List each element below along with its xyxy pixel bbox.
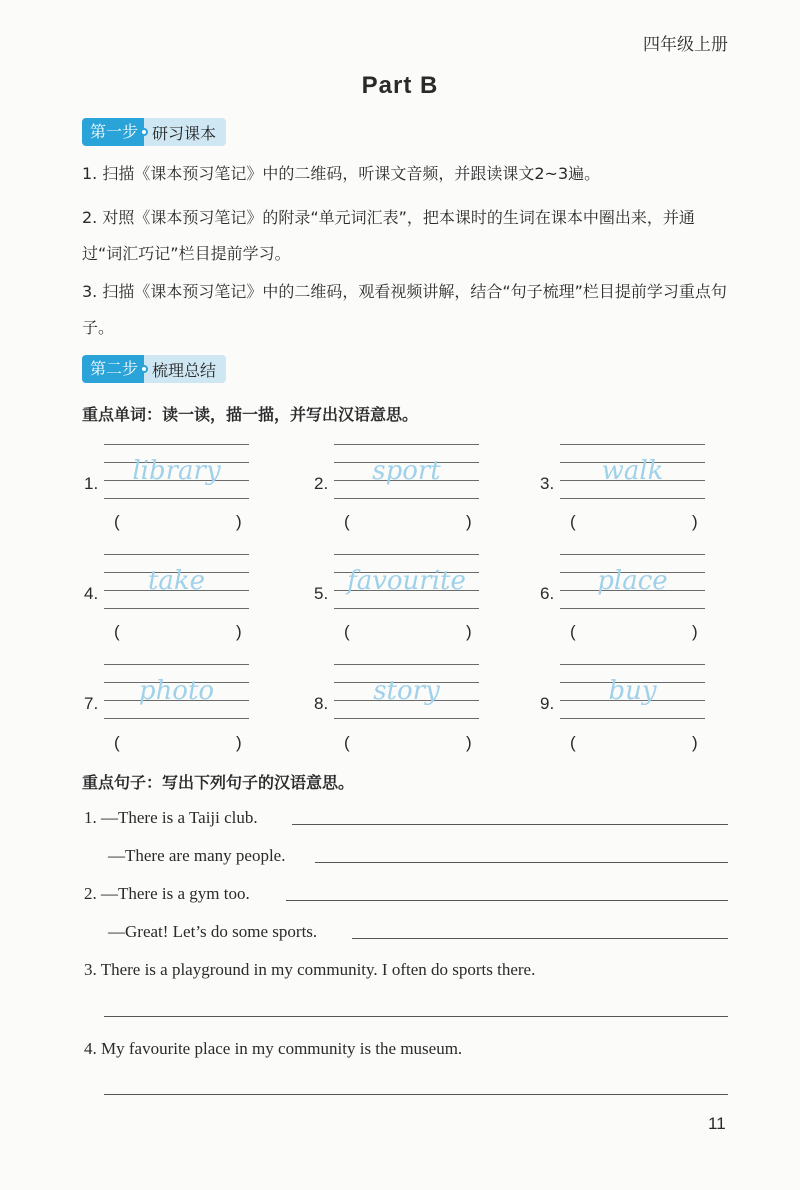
meaning-paren-close: )	[692, 512, 698, 531]
word-item	[540, 436, 740, 516]
sentence-2a: 2. —There is a gym too.	[84, 884, 250, 903]
grade-label: 四年级上册	[643, 35, 728, 55]
step-dot-icon	[140, 128, 148, 136]
page-number: 11	[708, 1114, 726, 1133]
meaning-paren-open: (	[114, 512, 120, 531]
word-item	[84, 436, 284, 516]
word-item	[84, 656, 284, 736]
meaning-paren-open: (	[344, 733, 350, 752]
meaning-paren-open: (	[114, 622, 120, 641]
word-number: 1.	[84, 474, 99, 493]
meaning-paren-open: (	[570, 622, 576, 641]
trace-word: library	[132, 456, 221, 486]
sentence-3: 3. There is a playground in my community. I often do sports there.	[84, 960, 536, 979]
word-number: 5.	[314, 584, 329, 603]
trace-word: sport	[372, 456, 441, 486]
part-title: Part B	[361, 72, 439, 99]
word-number: 9.	[540, 694, 555, 713]
meaning-paren-open: (	[344, 512, 350, 531]
trace-word: walk	[601, 456, 664, 486]
answer-line[interactable]	[104, 1016, 728, 1017]
meaning-paren-open: (	[114, 733, 120, 752]
step2-badge	[82, 355, 226, 383]
trace-word: buy	[608, 676, 657, 706]
step1-item-2: 2. 对照《课本预习笔记》的附录“单元词汇表”，把本课时的生词在课本中圈出来，并通过“词汇巧记”栏目提前学习。	[82, 208, 695, 263]
trace-word: take	[147, 566, 206, 596]
sentences-heading: 重点句子：写出下列句子的汉语意思。	[82, 773, 355, 792]
step1-item-1: 1. 扫描《课本预习笔记》中的二维码，听课文音频，并跟读课文2~3遍。	[82, 164, 601, 183]
step1-label: 研习课本	[152, 123, 217, 143]
meaning-paren-close: )	[466, 622, 472, 641]
trace-word: favourite	[347, 566, 466, 596]
word-number: 2.	[314, 474, 329, 493]
answer-line[interactable]	[292, 824, 728, 825]
word-item	[314, 546, 514, 626]
word-number: 7.	[84, 694, 99, 713]
answer-line[interactable]	[315, 862, 728, 863]
word-number: 4.	[84, 584, 99, 603]
meaning-paren-open: (	[344, 622, 350, 641]
sentence-1a: 1. —There is a Taiji club.	[84, 808, 258, 827]
step1-tag: 第一步	[82, 118, 144, 146]
meaning-paren-close: )	[692, 733, 698, 752]
trace-word: story	[373, 676, 440, 706]
word-number: 6.	[540, 584, 555, 603]
answer-line[interactable]	[352, 938, 728, 939]
sentence-2b: —Great! Let’s do some sports.	[108, 922, 318, 941]
sentence-4: 4. My favourite place in my community is the museum.	[84, 1039, 463, 1058]
step-dot-icon	[140, 365, 148, 373]
meaning-paren-close: )	[236, 512, 242, 531]
answer-line[interactable]	[286, 900, 728, 901]
word-item	[540, 546, 740, 626]
step2-label: 梳理总结	[152, 360, 217, 380]
meaning-paren-close: )	[466, 733, 472, 752]
word-item	[540, 656, 740, 736]
words-heading: 重点单词：读一读，描一描，并写出汉语意思。	[82, 405, 419, 424]
meaning-paren-open: (	[570, 512, 576, 531]
word-item	[314, 436, 514, 516]
meaning-paren-close: )	[236, 733, 242, 752]
trace-word: place	[597, 566, 668, 596]
meaning-paren-close: )	[466, 512, 472, 531]
step1-badge	[82, 118, 226, 146]
word-number: 8.	[314, 694, 329, 713]
step2-tag: 第二步	[82, 355, 144, 383]
word-item	[314, 656, 514, 736]
trace-word: photo	[138, 676, 215, 706]
meaning-paren-open: (	[570, 733, 576, 752]
word-item	[84, 546, 284, 626]
meaning-paren-close: )	[692, 622, 698, 641]
sentence-1b: —There are many people.	[108, 846, 286, 865]
word-number: 3.	[540, 474, 555, 493]
answer-line[interactable]	[104, 1094, 728, 1095]
step1-item-3: 3. 扫描《课本预习笔记》中的二维码，观看视频讲解，结合“句子梳理”栏目提前学习重点句子。	[82, 282, 727, 337]
meaning-paren-close: )	[236, 622, 242, 641]
